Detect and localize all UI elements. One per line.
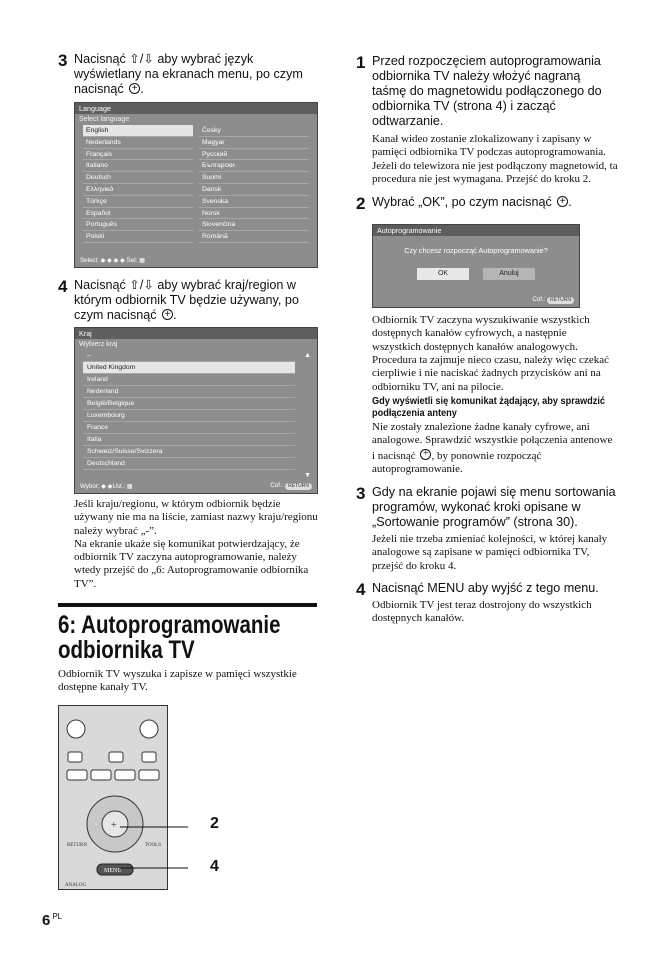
step-note: Jeśli kraju/regionu, w którym odbiornik będzie używany nie ma na liście, zamiast nazwy kraju/regionu należy wybrać „-”. Na ekranie ukaże się komunikat potwierdzający, że odbiornik TV zaczyna autoprogramowanie, należy wtedy przejść do „6: Autoprogramowanie odbiornika TV”. <box>74 498 318 590</box>
language-option[interactable]: Italiano <box>83 160 193 172</box>
screen-footer: Wybór: ◆ ◆Ust.: ▦ <box>80 483 133 490</box>
country-option[interactable]: – <box>83 350 295 362</box>
language-option[interactable]: English <box>83 125 193 137</box>
step-instruction: Wybrać „OK”, po czym nacisnąć <box>372 195 552 210</box>
cancel-button[interactable]: Anuluj <box>483 268 535 280</box>
language-option[interactable]: Español <box>83 208 193 220</box>
language-option[interactable]: Suomi <box>199 172 309 184</box>
language-list <box>75 125 317 243</box>
scroll-down-icon: ▼ <box>304 472 311 479</box>
screen-title: Language <box>75 103 317 114</box>
country-option[interactable]: Ireland <box>83 374 295 386</box>
language-option[interactable]: Português <box>83 219 193 231</box>
dialog-question: Czy chcesz rozpocząć Autoprogramowanie? <box>404 246 548 256</box>
language-option[interactable]: Ελληνικά <box>83 184 193 196</box>
section-description: Odbiornik TV wyszuka i zapisze w pamięci wszystkie dostępne kanały TV. <box>58 668 297 694</box>
step-body: Kanał wideo zostanie zlokalizowany i zapisany w pamięci odbiornika TV podczas autoprogramowania. Jeżeli do telewizora nie jest podłączony magnetowid, ta procedura nie jest wymagana. Przejść do kroku 2. <box>372 133 618 185</box>
callout-lines <box>120 800 200 880</box>
language-option[interactable]: Slovenčina <box>199 219 309 231</box>
language-option[interactable]: Русский <box>199 149 309 161</box>
step-1-vcr <box>356 54 618 186</box>
ok-button-icon <box>420 449 431 460</box>
country-list <box>75 350 317 470</box>
country-option[interactable]: Luxembourg <box>83 410 295 422</box>
language-option[interactable]: Norsk <box>199 208 309 220</box>
country-option[interactable]: Schweiz/Suisse/Svizzera <box>83 446 295 458</box>
language-option[interactable]: Dansk <box>199 184 309 196</box>
autoprogram-dialog <box>372 224 580 308</box>
step-4-exit <box>356 581 618 626</box>
step-3-language: 3 Nacisnąć ⇧/⇩ aby wybrać język wyświetlany na ekranach menu, po czym nacisnąć + . Language Select language English Česky Nederlands Magyar Français Русский Italiano Български Deutsch Suomi Ελληνικά Dansk Türkçe Svenska Español Norsk Português Slovenčina Polski Română Select: ◆ ◆ ◆ ◆ Set: ▦ <box>58 52 318 268</box>
step-number: 3 <box>356 484 366 504</box>
screen-footer: Select: ◆ ◆ ◆ ◆ Set: ▦ <box>80 257 146 264</box>
step-number: 1 <box>356 53 366 72</box>
screen-subtitle: Wybierz kraj <box>79 341 118 348</box>
country-option[interactable]: Nederland <box>83 386 295 398</box>
language-option[interactable]: Svenska <box>199 196 309 208</box>
language-option[interactable]: Български <box>199 160 309 172</box>
language-menu-screen <box>74 102 318 268</box>
step-body: Odbiornik TV zaczyna wyszukiwanie wszystkich dostępnych kanałów cyfrowych, a następnie wszystkich dostępnych kanałów analogowych. Procedura ta zajmuje nieco czasu, należy więc czekać cierpliwie i nie naciskać żadnych przycisków ani na odbiorniku TV, ani na pilocie. <box>372 314 609 393</box>
ok-button-icon <box>162 309 173 320</box>
language-option[interactable]: Français <box>83 149 193 161</box>
step-2-ok: 2 Wybrać „OK”, po czym nacisnąć + . Autoprogramowanie Czy chcesz rozpocząć Autoprogramowanie? OK Anuluj Cof.: RETURN Odbiornik TV zaczyna wyszukiwanie wszystkich dostępnych kanałów cyfrowych, a następnie wszystkich dostępnych kanałów analogowych. Procedura ta zajmuje nieco czasu, należy więc czekać cierpliwie i nie naciskać żadnych przycisków ani na odbiorniku TV, ani na pilocie. Gdy wyświetli się komunikat żądający, aby sprawdzić podłączenia anteny Nie zostały znalezione żadne kanały cyfrowe, ani analogowe. Sprawdzić wszystkie połączenia antenowe i nacisnąć + , by ponownie rozpocząć autoprogramowanie. <box>356 195 618 476</box>
return-badge: RETURN <box>285 483 312 490</box>
language-option[interactable]: Nederlands <box>83 137 193 149</box>
step-number: 4 <box>58 277 68 296</box>
antenna-warning-body: Nie zostały znalezione żadne kanały cyfrowe, ani analogowe. Sprawdzić wszystkie połączenia antenowe i nacisnąć + , by ponownie rozpocząć autoprogramowanie. <box>372 421 618 476</box>
language-option[interactable]: Türkçe <box>83 196 193 208</box>
right-column <box>356 54 618 626</box>
step-instruction: Nacisnąć MENU aby wyjść z tego menu. <box>372 581 599 596</box>
callout-4: 4 <box>210 858 219 875</box>
country-option[interactable]: France <box>83 422 295 434</box>
step-body: Odbiornik TV jest teraz dostrojony do wszystkich dostępnych kanałów. <box>372 599 592 625</box>
return-badge: RETURN <box>547 297 574 304</box>
country-menu-screen <box>74 327 318 494</box>
language-option[interactable]: Magyar <box>199 137 309 149</box>
ok-button-icon <box>557 196 568 207</box>
antenna-warning-heading: Gdy wyświetli się komunikat żądający, aby sprawdzić podłączenia anteny <box>372 395 605 420</box>
left-column <box>58 52 318 591</box>
screen-subtitle: Select language <box>79 116 130 123</box>
ok-button[interactable]: OK <box>417 268 469 280</box>
section-divider <box>58 603 317 607</box>
screen-footer-right: Cof.: RETURN <box>270 482 312 490</box>
tools-label: TOOLS <box>145 843 162 848</box>
step-instruction: Gdy na ekranie pojawi się menu sortowania programów, wykonać kroki opisane w „Sortowanie programów” (strona 30). <box>372 485 616 530</box>
step-4-country: 4 Nacisnąć ⇧/⇩ aby wybrać kraj/region w którym odbiornik TV będzie używany, po czym nacisnąć + . Kraj Wybierz kraj ▲ – United Kingdom Ireland Nederland België/Belgique Luxembourg France Italia Schweiz/Suisse/Svizzera Deutschland ▼ Wybór: ◆ ◆Ust.: ▦ Cof.: RETURN Jeśli kraju/regionu, w którym odbiornik będzie używany nie ma na liście, zamiast nazwy kraju/regionu należy wybrać „-”. Na ekranie ukaże się komunikat potwierdzający, że odbiornik TV zaczyna autoprogramowanie, należy wtedy przejść do „6: Autoprogramowanie odbiornika TV”. <box>58 278 318 591</box>
step-instruction: Przed rozpoczęciem autoprogramowania odbiornika TV należy włożyć nagraną taśmę do magnetowidu podłączonego do odbiornika TV (strona 4) i zacząć odtwarzanie. <box>372 54 602 128</box>
country-option[interactable]: Deutschland <box>83 458 295 470</box>
dialog-footer: Cof.: RETURN <box>532 296 574 304</box>
section-title: 6: Autoprogramowanie odbiornika TV <box>58 611 281 664</box>
step-3-sort <box>356 485 618 573</box>
language-option[interactable]: Deutsch <box>83 172 193 184</box>
analog-label: ANALOG <box>65 883 87 888</box>
step-number: 2 <box>356 194 366 214</box>
screen-title: Kraj <box>75 328 317 339</box>
step-instruction: Nacisnąć ⇧/⇩ aby wybrać język wyświetlany na ekranach menu, po czym nacisnąć <box>74 52 303 96</box>
language-option[interactable]: Polski <box>83 231 193 243</box>
dialog-title: Autoprogramowanie <box>373 225 579 236</box>
country-option[interactable]: Italia <box>83 434 295 446</box>
scroll-up-icon: ▲ <box>304 352 311 359</box>
country-option[interactable]: België/Belgique <box>83 398 295 410</box>
language-option[interactable]: Română <box>199 231 309 243</box>
page-number: 6 $^{PL}$ <box>42 912 63 929</box>
menu-label: MENU <box>104 868 122 874</box>
callout-2: 2 <box>210 815 219 832</box>
country-option[interactable]: United Kingdom <box>83 362 295 374</box>
return-label: RETURN <box>67 843 87 848</box>
svg-text:+: + <box>111 820 117 831</box>
step-number: 4 <box>356 580 366 600</box>
language-option[interactable]: Česky <box>199 125 309 137</box>
step-instruction: Nacisnąć ⇧/⇩ aby wybrać kraj/region w którym odbiornik TV będzie używany, po czym nacisnąć <box>74 278 299 322</box>
ok-button-icon <box>129 83 140 94</box>
step-number: 3 <box>58 51 68 70</box>
step-body: Jeżeli nie trzeba zmieniać kolejności, w której kanały analogowe są zapisane w pamięci odbiornika TV, przejść do kroku 4. <box>372 533 608 572</box>
